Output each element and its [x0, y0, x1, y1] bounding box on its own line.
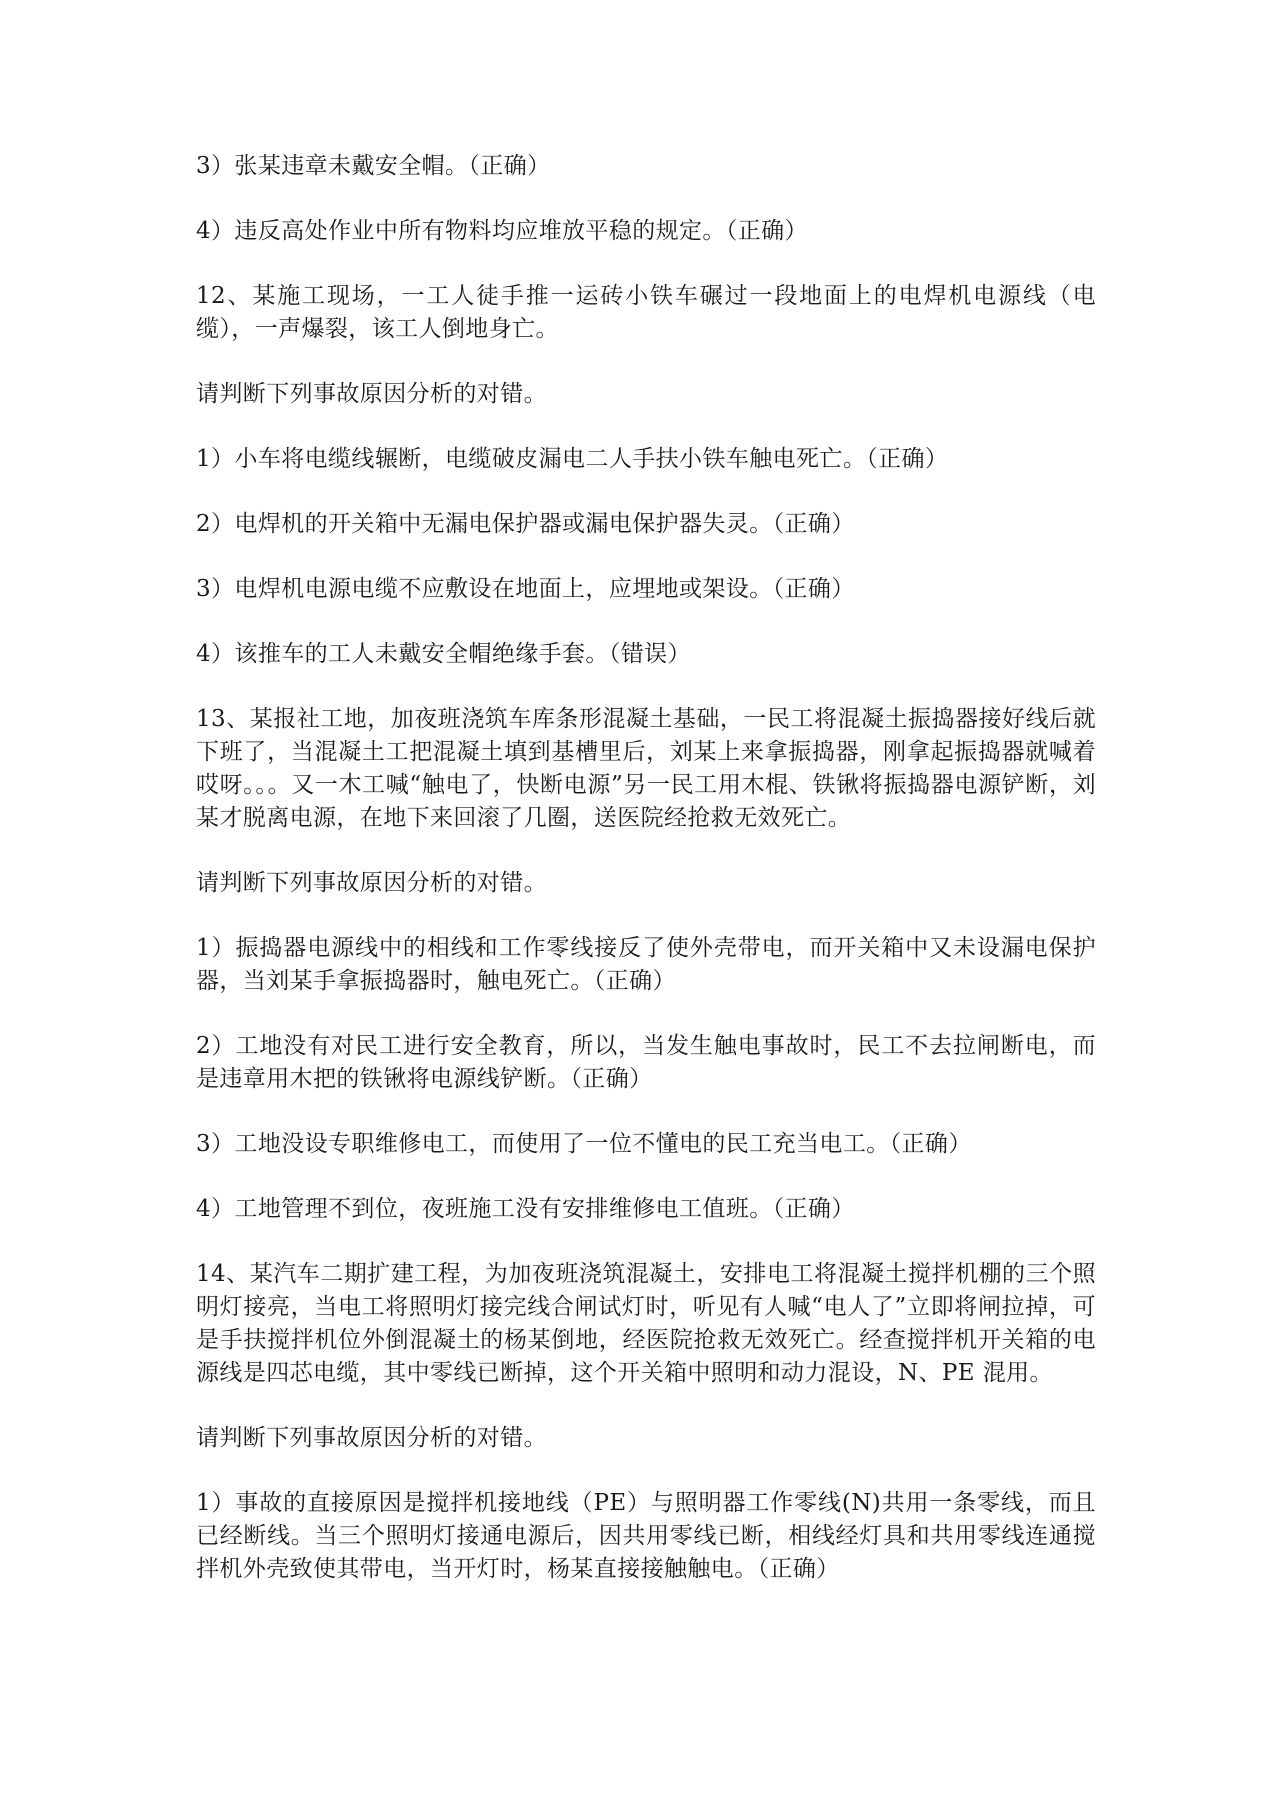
paragraph: 4）该推车的工人未戴安全帽绝缘手套。（错误）: [196, 641, 691, 667]
paragraph: 4）违反高处作业中所有物料均应堆放平稳的规定。（正确）: [196, 218, 808, 244]
paragraph: 2）工地没有对民工进行安全教育，所以，当发生触电事故时，民工不去拉闸断电，而是违章用木把的铁锹将电源线铲断。（正确）: [196, 1033, 1096, 1092]
paragraph: 3）电焊机电源电缆不应敷设在地面上，应埋地或架设。（正确）: [196, 576, 855, 602]
paragraph: 请判断下列事故原因分析的对错。: [196, 870, 547, 896]
paragraph: 3）工地没设专职维修电工，而使用了一位不懂电的民工充当电工。（正确）: [196, 1131, 972, 1157]
paragraph: 请判断下列事故原因分析的对错。: [196, 381, 547, 407]
paragraph: 13、某报社工地，加夜班浇筑车库条形混凝土基础，一民工将混凝土振捣器接好线后就下班了，当混凝土工把混凝土填到基槽里后，刘某上来拿振捣器，刚拿起振捣器就喊着哎呀。。。又一木工喊“触电了，快断电源”另一民工用木棍、铁锹将振捣器电源铲断，刘某才脱离电源，在地下来回滚了几圈，送医院经抢救无效死亡。: [196, 706, 1096, 831]
paragraph: 12、某施工现场，一工人徒手推一运砖小铁车碾过一段地面上的电焊机电源线（电缆），一声爆裂，该工人倒地身亡。: [196, 283, 1096, 342]
paragraph: 4）工地管理不到位，夜班施工没有安排维修电工值班。（正确）: [196, 1196, 855, 1222]
paragraph: 1）事故的直接原因是搅拌机接地线（PE）与照明器工作零线(N)共用一条零线，而且已经断线。当三个照明灯接通电源后，因共用零线已断，相线经灯具和共用零线连通搅拌机外壳致使其带电，当开灯时，杨某直接接触触电。（正确）: [196, 1490, 1096, 1582]
paragraph: 14、某汽车二期扩建工程，为加夜班浇筑混凝土，安排电工将混凝土搅拌机棚的三个照明灯接亮，当电工将照明灯接完线合闸试灯时，听见有人喊“电人了”立即将闸拉掉，可是手扶搅拌机位外倒混凝土的杨某倒地，经医院抢救无效死亡。经查搅拌机开关箱的电源线是四芯电缆，其中零线已断掉，这个开关箱中照明和动力混设，N、PE 混用。: [196, 1261, 1096, 1386]
paragraph: 3）张某违章未戴安全帽。（正确）: [196, 153, 551, 179]
document-page: [196, 150, 1096, 1618]
paragraph: 1）振捣器电源线中的相线和工作零线接反了使外壳带电，而开关箱中又未设漏电保护器，当刘某手拿振捣器时，触电死亡。（正确）: [196, 935, 1096, 994]
paragraph: 请判断下列事故原因分析的对错。: [196, 1425, 547, 1451]
paragraph: 1）小车将电缆线辗断，电缆破皮漏电二人手扶小铁车触电死亡。（正确）: [196, 446, 949, 472]
paragraph: 2）电焊机的开关箱中无漏电保护器或漏电保护器失灵。（正确）: [196, 511, 855, 537]
